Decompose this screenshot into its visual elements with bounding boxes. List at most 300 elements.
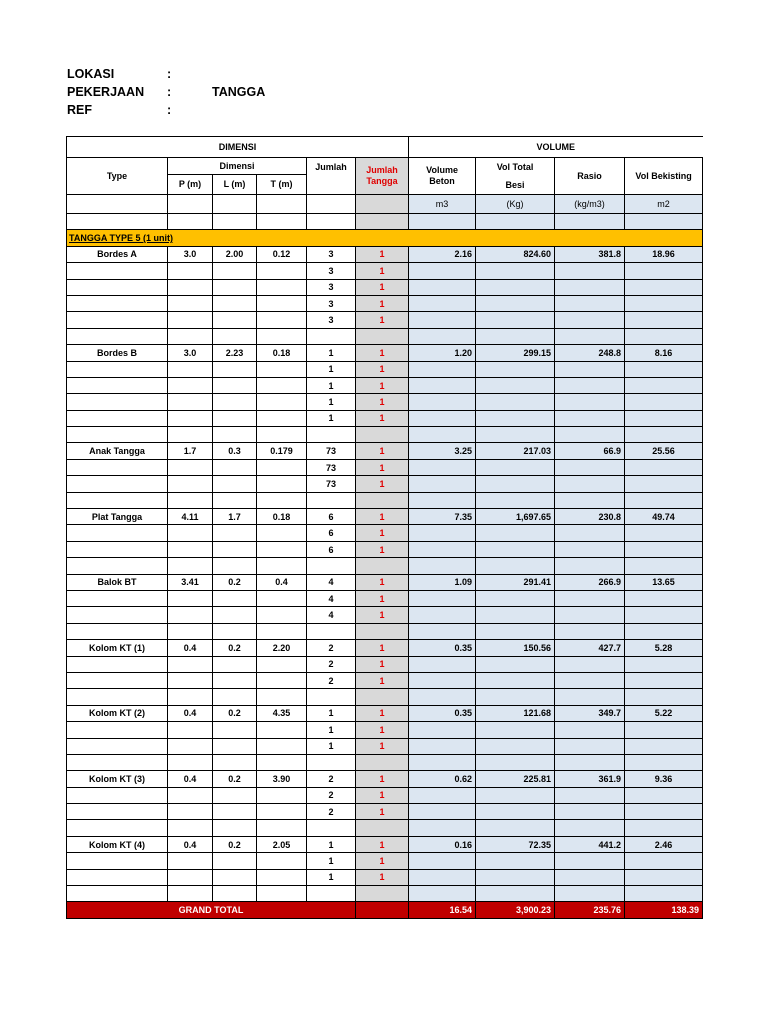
jumlah-tangga-cell: 1	[356, 361, 409, 377]
p-header: P (m)	[168, 174, 213, 194]
empty-cell	[257, 886, 307, 902]
l-cell: 0.2	[213, 771, 257, 787]
empty-cell	[476, 886, 555, 902]
empty-cell	[67, 525, 168, 541]
t-cell: 0.18	[257, 345, 307, 361]
empty-cell	[213, 820, 257, 836]
volume-beton-header	[409, 158, 476, 195]
volume-beton-cell: 2.16	[409, 246, 476, 262]
vol-besi-cell: 1,697.65	[476, 509, 555, 525]
empty-cell	[213, 754, 257, 770]
empty-cell	[356, 623, 409, 639]
empty-cell	[168, 623, 213, 639]
empty-cell	[168, 312, 213, 328]
empty-cell	[213, 377, 257, 393]
jumlah-tangga-header: Jumlah Tangga	[356, 158, 409, 195]
empty-cell	[67, 656, 168, 672]
empty-cell	[213, 459, 257, 475]
p-cell: 0.4	[168, 836, 213, 852]
jumlah-tangga-cell: 1	[356, 771, 409, 787]
empty-cell	[67, 590, 168, 606]
empty-cell	[67, 754, 168, 770]
jumlah-tangga-cell: 1	[356, 476, 409, 492]
empty-cell	[555, 427, 625, 443]
t-cell: 0.179	[257, 443, 307, 459]
empty-cell	[409, 459, 476, 475]
empty-cell	[213, 689, 257, 705]
spacer-row	[67, 820, 703, 836]
units-row	[67, 195, 703, 214]
volume-group-header: VOLUME	[409, 137, 703, 158]
vol-bekisting-cell: 18.96	[625, 246, 703, 262]
empty-cell	[356, 214, 409, 230]
jumlah-tangga-cell: 1	[356, 836, 409, 852]
empty-cell	[168, 738, 213, 754]
ref-label: REF	[67, 103, 92, 117]
empty-cell	[476, 607, 555, 623]
empty-cell	[555, 623, 625, 639]
empty-cell	[555, 590, 625, 606]
empty-cell	[555, 312, 625, 328]
empty-cell	[476, 312, 555, 328]
item-subrow	[67, 672, 703, 688]
item-subrow	[67, 361, 703, 377]
empty-cell	[625, 377, 703, 393]
empty-cell	[168, 459, 213, 475]
l-cell: 1.7	[213, 509, 257, 525]
header-row-1	[67, 137, 703, 158]
item-row	[67, 640, 703, 656]
item-subrow	[67, 263, 703, 279]
empty-cell	[555, 754, 625, 770]
empty-cell	[168, 525, 213, 541]
empty-cell	[213, 492, 257, 508]
empty-cell	[307, 623, 356, 639]
empty-cell	[555, 361, 625, 377]
empty-cell	[409, 312, 476, 328]
empty-cell	[356, 492, 409, 508]
item-subrow	[67, 394, 703, 410]
jumlah-tangga-cell: 1	[356, 607, 409, 623]
rasio-cell: 381.8	[555, 246, 625, 262]
empty-cell	[356, 820, 409, 836]
volume-beton-cell: 3.25	[409, 443, 476, 459]
jumlah-header: Jumlah	[307, 158, 356, 195]
volume-beton-cell: 0.35	[409, 705, 476, 721]
spacer-row	[67, 492, 703, 508]
empty-cell	[213, 787, 257, 803]
volume-table	[66, 136, 703, 919]
empty-cell	[67, 869, 168, 885]
empty-cell	[168, 394, 213, 410]
unit-besi: (Kg)	[476, 195, 555, 214]
section-title: TANGGA TYPE 5 (1 unit)	[67, 230, 703, 246]
empty-cell	[257, 427, 307, 443]
empty-cell	[257, 410, 307, 426]
empty-cell	[625, 672, 703, 688]
empty-cell	[213, 214, 257, 230]
jumlah-tangga-cell: 1	[356, 509, 409, 525]
jumlah-cell: 2	[307, 640, 356, 656]
vol-bekisting-cell: 5.28	[625, 640, 703, 656]
t-header: T (m)	[257, 174, 307, 194]
spacer-row	[67, 623, 703, 639]
empty-cell	[625, 427, 703, 443]
empty-cell	[555, 820, 625, 836]
empty-cell	[476, 623, 555, 639]
empty-cell	[213, 541, 257, 557]
empty-cell	[168, 427, 213, 443]
empty-cell	[67, 623, 168, 639]
empty-cell	[213, 312, 257, 328]
empty-cell	[213, 590, 257, 606]
empty-cell	[67, 394, 168, 410]
empty-cell	[257, 492, 307, 508]
empty-cell	[625, 361, 703, 377]
empty-cell	[409, 869, 476, 885]
jumlah-cell: 4	[307, 590, 356, 606]
empty-cell	[67, 263, 168, 279]
vol-bekisting-cell: 5.22	[625, 705, 703, 721]
empty-cell	[257, 722, 307, 738]
l-cell: 0.2	[213, 836, 257, 852]
empty-cell	[555, 394, 625, 410]
empty-cell	[257, 853, 307, 869]
empty-cell	[476, 328, 555, 344]
jumlah-tangga-cell: 1	[356, 295, 409, 311]
jumlah-tangga-cell: 1	[356, 377, 409, 393]
empty-cell	[625, 295, 703, 311]
empty-cell	[409, 263, 476, 279]
empty-cell	[213, 558, 257, 574]
empty-cell	[67, 492, 168, 508]
empty-cell	[476, 787, 555, 803]
empty-cell	[555, 525, 625, 541]
empty-cell	[213, 656, 257, 672]
grand-total-besi: 3,900.23	[476, 902, 555, 918]
empty-cell	[476, 492, 555, 508]
jumlah-cell: 4	[307, 574, 356, 590]
empty-cell	[257, 263, 307, 279]
empty-cell	[67, 738, 168, 754]
vol-besi-cell: 291.41	[476, 574, 555, 590]
t-cell: 4.35	[257, 705, 307, 721]
empty-cell	[168, 492, 213, 508]
item-row	[67, 443, 703, 459]
lokasi-colon: :	[167, 67, 172, 81]
empty-cell	[168, 214, 213, 230]
jumlah-cell: 6	[307, 541, 356, 557]
empty-cell	[213, 394, 257, 410]
vol-besi-cell: 72.35	[476, 836, 555, 852]
spacer-row	[67, 689, 703, 705]
empty-cell	[168, 377, 213, 393]
empty-cell	[168, 820, 213, 836]
empty-cell	[476, 459, 555, 475]
empty-cell	[168, 656, 213, 672]
vol-besi-header	[476, 158, 555, 195]
jumlah-cell: 4	[307, 607, 356, 623]
dimensi-group-header: DIMENSI	[67, 137, 409, 158]
empty-cell	[476, 377, 555, 393]
l-cell: 2.23	[213, 345, 257, 361]
empty-cell	[409, 410, 476, 426]
vol-bekisting-cell: 49.74	[625, 509, 703, 525]
jumlah-cell: 73	[307, 443, 356, 459]
empty-cell	[476, 476, 555, 492]
empty-cell	[409, 623, 476, 639]
rasio-cell: 230.8	[555, 509, 625, 525]
jumlah-cell: 3	[307, 295, 356, 311]
empty-cell	[168, 279, 213, 295]
empty-cell	[409, 656, 476, 672]
empty-cell	[625, 607, 703, 623]
jumlah-cell: 1	[307, 394, 356, 410]
empty-cell	[476, 410, 555, 426]
empty-cell	[409, 607, 476, 623]
empty-cell	[257, 656, 307, 672]
dimensi-header: Dimensi	[168, 158, 307, 175]
vol-besi-header-line1: Vol Total	[496, 162, 534, 172]
empty-cell	[168, 886, 213, 902]
empty-cell	[213, 295, 257, 311]
type-cell: Bordes B	[67, 345, 168, 361]
grand-total-beton: 16.54	[409, 902, 476, 918]
vol-bekisting-cell: 13.65	[625, 574, 703, 590]
empty-cell	[257, 459, 307, 475]
empty-cell	[67, 361, 168, 377]
jumlah-tangga-cell: 1	[356, 705, 409, 721]
empty-cell	[625, 279, 703, 295]
vol-besi-cell: 225.81	[476, 771, 555, 787]
jumlah-cell: 1	[307, 410, 356, 426]
rasio-header: Rasio	[555, 158, 625, 195]
jumlah-cell: 3	[307, 263, 356, 279]
rasio-cell: 349.7	[555, 705, 625, 721]
vol-besi-cell: 217.03	[476, 443, 555, 459]
item-subrow	[67, 656, 703, 672]
empty-cell	[476, 820, 555, 836]
item-row	[67, 771, 703, 787]
empty-cell	[67, 195, 168, 214]
item-subrow	[67, 410, 703, 426]
empty-cell	[257, 590, 307, 606]
empty-cell	[67, 820, 168, 836]
empty-cell	[257, 525, 307, 541]
empty-cell	[257, 738, 307, 754]
empty-cell	[625, 459, 703, 475]
empty-cell	[257, 787, 307, 803]
empty-cell	[409, 377, 476, 393]
volume-beton-header-line2: Beton	[429, 176, 455, 186]
jumlah-tangga-cell: 1	[356, 672, 409, 688]
jumlah-cell: 1	[307, 722, 356, 738]
p-cell: 0.4	[168, 771, 213, 787]
empty-cell	[213, 672, 257, 688]
t-cell: 0.18	[257, 509, 307, 525]
jumlah-cell: 73	[307, 459, 356, 475]
volume-beton-cell: 0.62	[409, 771, 476, 787]
empty-cell	[409, 279, 476, 295]
empty-cell	[625, 886, 703, 902]
empty-cell	[307, 689, 356, 705]
empty-cell	[409, 689, 476, 705]
empty-cell	[409, 427, 476, 443]
empty-cell	[213, 328, 257, 344]
jumlah-tangga-cell: 1	[356, 541, 409, 557]
l-cell: 0.2	[213, 574, 257, 590]
empty-cell	[409, 295, 476, 311]
jumlah-cell: 6	[307, 525, 356, 541]
empty-cell	[67, 328, 168, 344]
vol-bekisting-cell: 2.46	[625, 836, 703, 852]
grand-total-bekisting: 138.39	[625, 902, 703, 918]
jumlah-tangga-cell: 1	[356, 394, 409, 410]
t-cell: 3.90	[257, 771, 307, 787]
grand-total-label: GRAND TOTAL	[67, 902, 356, 918]
spacer-row	[67, 886, 703, 902]
empty-cell	[555, 459, 625, 475]
jumlah-cell: 6	[307, 509, 356, 525]
rasio-cell: 266.9	[555, 574, 625, 590]
empty-cell	[625, 558, 703, 574]
empty-cell	[555, 722, 625, 738]
type-header: Type	[67, 158, 168, 195]
empty-cell	[168, 804, 213, 820]
empty-cell	[409, 722, 476, 738]
empty-cell	[213, 607, 257, 623]
l-cell: 0.2	[213, 640, 257, 656]
empty-cell	[67, 476, 168, 492]
jumlah-tangga-cell: 1	[356, 246, 409, 262]
vol-besi-cell: 121.68	[476, 705, 555, 721]
empty-cell	[625, 689, 703, 705]
grand-total-rasio: 235.76	[555, 902, 625, 918]
empty-cell	[67, 853, 168, 869]
empty-cell	[307, 328, 356, 344]
empty-cell	[307, 195, 356, 214]
empty-cell	[168, 476, 213, 492]
unit-bekisting: m2	[625, 195, 703, 214]
empty-cell	[257, 312, 307, 328]
empty-cell	[213, 279, 257, 295]
header-row-2	[67, 158, 703, 175]
jumlah-tangga-cell: 1	[356, 263, 409, 279]
empty-cell	[409, 853, 476, 869]
empty-cell	[257, 476, 307, 492]
empty-cell	[555, 558, 625, 574]
empty-cell	[168, 689, 213, 705]
jumlah-tangga-cell: 1	[356, 787, 409, 803]
empty-cell	[67, 787, 168, 803]
empty-cell	[625, 590, 703, 606]
empty-cell	[625, 754, 703, 770]
item-subrow	[67, 787, 703, 803]
empty-cell	[625, 541, 703, 557]
jumlah-cell: 73	[307, 476, 356, 492]
jumlah-cell: 1	[307, 853, 356, 869]
rasio-cell: 441.2	[555, 836, 625, 852]
empty-cell	[67, 722, 168, 738]
empty-cell	[307, 427, 356, 443]
type-cell: Kolom KT (1)	[67, 640, 168, 656]
rasio-cell: 248.8	[555, 345, 625, 361]
empty-cell	[168, 328, 213, 344]
empty-cell	[307, 492, 356, 508]
jumlah-cell: 2	[307, 787, 356, 803]
empty-cell	[476, 279, 555, 295]
item-subrow	[67, 590, 703, 606]
l-header: L (m)	[213, 174, 257, 194]
empty-cell	[625, 410, 703, 426]
empty-cell	[476, 295, 555, 311]
empty-cell	[67, 279, 168, 295]
volume-beton-cell: 0.16	[409, 836, 476, 852]
l-cell: 0.2	[213, 705, 257, 721]
jumlah-cell: 1	[307, 361, 356, 377]
empty-cell	[625, 214, 703, 230]
empty-cell	[213, 623, 257, 639]
empty-cell	[356, 754, 409, 770]
empty-cell	[213, 804, 257, 820]
empty-cell	[476, 214, 555, 230]
item-row	[67, 705, 703, 721]
p-cell: 3.0	[168, 246, 213, 262]
empty-cell	[476, 804, 555, 820]
empty-cell	[625, 820, 703, 836]
empty-cell	[67, 541, 168, 557]
empty-cell	[213, 427, 257, 443]
empty-cell	[555, 492, 625, 508]
empty-cell	[625, 476, 703, 492]
jumlah-tangga-cell: 1	[356, 804, 409, 820]
item-subrow	[67, 853, 703, 869]
p-cell: 4.11	[168, 509, 213, 525]
empty-cell	[67, 214, 168, 230]
empty-cell	[409, 361, 476, 377]
pekerjaan-value: TANGGA	[212, 85, 266, 99]
p-cell: 3.0	[168, 345, 213, 361]
vol-bekisting-cell: 9.36	[625, 771, 703, 787]
empty-cell	[625, 394, 703, 410]
empty-cell	[67, 672, 168, 688]
empty-cell	[409, 820, 476, 836]
empty-cell	[409, 492, 476, 508]
jumlah-tangga-cell: 1	[356, 459, 409, 475]
empty-cell	[476, 427, 555, 443]
empty-cell	[67, 427, 168, 443]
empty-cell	[257, 672, 307, 688]
type-cell: Kolom KT (4)	[67, 836, 168, 852]
empty-cell	[168, 869, 213, 885]
p-cell: 0.4	[168, 640, 213, 656]
empty-cell	[356, 886, 409, 902]
p-cell: 1.7	[168, 443, 213, 459]
jumlah-tangga-cell: 1	[356, 590, 409, 606]
jumlah-tangga-cell: 1	[356, 443, 409, 459]
empty-cell	[168, 195, 213, 214]
empty-cell	[213, 853, 257, 869]
empty-cell	[67, 459, 168, 475]
empty-cell	[257, 689, 307, 705]
empty-cell	[409, 804, 476, 820]
empty-cell	[307, 558, 356, 574]
empty-cell	[213, 476, 257, 492]
empty-cell	[555, 689, 625, 705]
item-row	[67, 345, 703, 361]
empty-cell	[257, 820, 307, 836]
empty-cell	[307, 214, 356, 230]
